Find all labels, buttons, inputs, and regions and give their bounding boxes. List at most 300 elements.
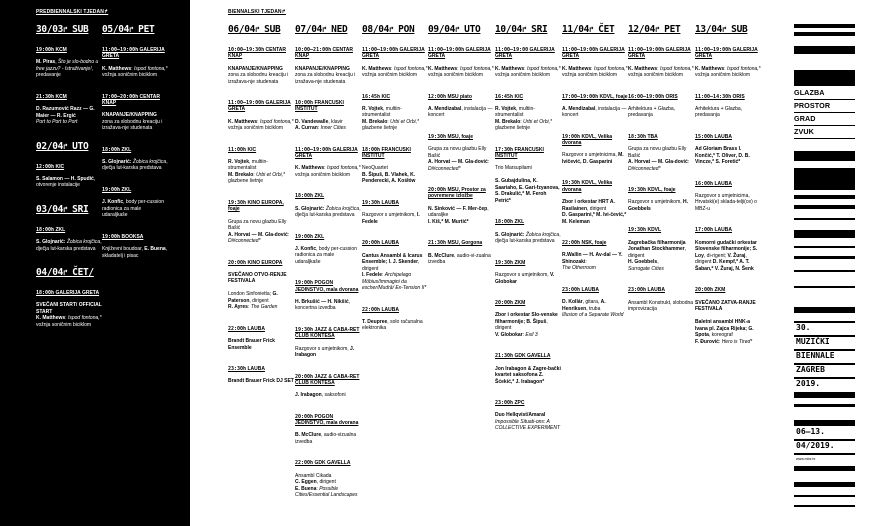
event-time: 18:30h — [628, 133, 647, 140]
event-time: 16:00h — [695, 180, 714, 187]
decorative-bar — [794, 195, 855, 199]
work-title: Ispod fontona,* — [133, 65, 168, 72]
festival-sidebar — [794, 0, 855, 526]
event-description — [695, 240, 761, 273]
decorative-bar — [794, 70, 855, 86]
event-time-venue[interactable] — [628, 134, 694, 140]
day-date: 09/04 — [428, 24, 456, 35]
event-venue: KINO EUROPA — [247, 259, 283, 266]
festival-dates: 06—13. — [796, 427, 825, 436]
event-description — [295, 473, 361, 499]
performer-name: Cantus Ansambl & Icarus Ensemble; I. J. Skender — [362, 252, 423, 266]
event-venue: POGON JEDINSTVO, mala dvorana — [295, 413, 359, 426]
event-time-venue[interactable] — [428, 187, 494, 200]
performer-name: A. Horvat — M. Gla-dović — [428, 159, 488, 166]
event-description — [628, 300, 694, 313]
event-time-venue[interactable] — [295, 47, 361, 60]
event-time-venue[interactable] — [562, 287, 628, 293]
description-text: Razgovor s umjetnikom, — [495, 272, 551, 279]
event-description — [628, 66, 694, 79]
day-heading — [428, 24, 494, 35]
event-time-venue[interactable] — [295, 460, 361, 466]
day-date: 02/04 — [36, 140, 64, 152]
description-text: Ansambl Konstrukt, slobodna improvizacija — [628, 299, 694, 313]
event-time: 21:30h — [36, 93, 55, 100]
event-item — [362, 240, 428, 291]
event-time-venue[interactable] — [695, 181, 761, 187]
description-text: : — [520, 118, 524, 125]
performer-name: B. Šipuš, B. Vlahek, K. Penderecki, A. Kośłów — [362, 171, 416, 185]
day-block — [36, 204, 102, 252]
arrow-icon: ↱ — [389, 25, 399, 34]
work-title: Žobica krojčica — [66, 239, 101, 246]
day-date: 30/03 — [36, 24, 64, 35]
event-description — [695, 146, 761, 166]
work-title: Ispod fontona,* — [393, 65, 428, 72]
performer-name: V. Globokar — [495, 272, 555, 285]
event-time-venue[interactable] — [495, 300, 561, 306]
event-time-venue[interactable] — [228, 147, 294, 153]
arrow-icon: ↱ — [589, 25, 599, 34]
description-text: vožnja soničnim biciklom — [695, 72, 751, 79]
performer-name: H. Goebbels — [628, 199, 689, 212]
performer-name: I. Fedele — [362, 212, 420, 225]
pre-week-column-1 — [36, 24, 102, 343]
event-description — [562, 299, 628, 319]
event-time-venue[interactable] — [428, 94, 494, 100]
event-venue: KIC — [381, 93, 391, 100]
day-name: UTO — [464, 24, 481, 35]
event-description — [495, 272, 561, 285]
event-time: 11:00—19:00h — [695, 47, 732, 53]
event-description — [36, 176, 102, 189]
event-description — [428, 146, 494, 172]
description-text: , di-rigent; — [703, 252, 728, 259]
event-description — [295, 432, 361, 445]
event-time-venue[interactable] — [562, 180, 628, 193]
event-time-venue[interactable] — [228, 47, 294, 60]
day-name: NED — [331, 24, 348, 35]
event-time: 19:00h — [36, 47, 55, 53]
event-time-venue[interactable] — [695, 47, 761, 60]
description-text: vožnja soničnim biciklom — [495, 72, 551, 79]
event-description — [102, 199, 168, 219]
description-text: Književni boudoar, — [102, 246, 145, 253]
event-item — [228, 100, 294, 132]
event-time: 18:00h — [295, 193, 314, 200]
description-text: , — [657, 259, 659, 266]
work-title: Surrogate Cities — [628, 265, 664, 272]
description-text: : — [522, 331, 526, 338]
description-text: : — [457, 65, 460, 72]
description-text: Razgovor s umjetnicima, — [562, 152, 619, 159]
event-description — [628, 106, 694, 119]
description-text: , dirigent — [695, 252, 747, 266]
description-text: : — [524, 65, 527, 72]
performer-name: A. Horvat — M. Gla-dović — [228, 231, 288, 238]
day-date: 03/04 — [36, 203, 64, 215]
event-time-venue[interactable] — [295, 414, 361, 427]
event-venue: CENTAR KNAP — [295, 47, 353, 60]
event-time: 17:00—20:00h — [102, 93, 139, 100]
event-time-venue[interactable] — [495, 260, 561, 266]
event-time-venue[interactable] — [228, 100, 294, 113]
performer-name: Zagrebačka filharmonija Jonathan Stockhammer — [628, 239, 686, 253]
event-time-venue[interactable] — [295, 280, 361, 293]
arrow-icon: ↱ — [522, 25, 532, 34]
arrow-icon: ↱ — [63, 204, 73, 214]
decorative-bar — [794, 168, 855, 190]
event-description — [102, 159, 168, 172]
event-time-venue[interactable] — [36, 227, 102, 233]
event-time-venue[interactable] — [362, 47, 428, 60]
event-time: 16:00—19:00h — [628, 93, 665, 100]
day-name: PON — [398, 24, 415, 35]
performer-name: R. Vojtek — [362, 105, 384, 112]
day-heading — [362, 24, 428, 35]
work-title: The Garden — [250, 304, 278, 311]
work-title: Ispod fontona,* — [459, 65, 494, 72]
event-time-venue[interactable] — [628, 287, 694, 293]
event-item — [695, 47, 761, 79]
performer-name: E. Buena — [144, 246, 166, 253]
description-text: , koreograf — [708, 332, 733, 339]
event-venue: MSU, foaje — [447, 133, 474, 140]
event-venue: KDVL, Velika dvorana — [562, 180, 613, 193]
event-time: 16:45h — [362, 93, 381, 100]
description-text: zona za slobodnu kreaciju i izražava-nje studenata — [102, 118, 163, 132]
event-time: 20:00h — [295, 373, 314, 380]
event-time: 15:00h — [695, 133, 714, 140]
decorative-bar — [794, 256, 855, 259]
work-title: Di#connected* — [628, 165, 661, 172]
description-text: , multiin-strumentalist — [362, 105, 402, 119]
performer-name: A. Henriksen — [562, 299, 606, 312]
event-time-venue[interactable] — [295, 234, 361, 240]
day-date: 13/04 — [695, 24, 723, 35]
event-description — [428, 253, 494, 266]
description-text: : — [382, 272, 385, 279]
event-time-venue[interactable] — [562, 47, 628, 60]
description-text: : — [487, 159, 490, 166]
event-time-venue[interactable] — [228, 200, 294, 213]
event-item — [295, 234, 361, 266]
event-time: 19:00h — [102, 186, 121, 193]
performer-name: C. Eggen — [295, 479, 317, 486]
event-time-venue[interactable] — [362, 240, 428, 246]
day-date: 11/04 — [562, 24, 590, 35]
event-time-venue[interactable] — [102, 147, 168, 153]
event-description — [362, 212, 428, 225]
festival-year: 2019. — [796, 379, 821, 388]
event-time-venue[interactable] — [562, 240, 628, 246]
decorative-bar — [794, 205, 855, 209]
event-item — [102, 147, 168, 172]
event-item — [295, 147, 361, 179]
description-text: , dirigent — [362, 259, 420, 272]
event-time: 20:00h — [362, 240, 381, 247]
event-time-venue[interactable] — [628, 47, 694, 60]
event-description — [295, 119, 361, 132]
day-heading — [228, 24, 294, 35]
sidebar-word: ZVUK — [794, 126, 855, 139]
arrow-icon: ↱ — [63, 268, 73, 278]
performer-name: D. Gasparini,* M. Ivi-čević,* M. Keleman — [562, 212, 627, 225]
event-item — [495, 400, 561, 432]
description-text: : — [718, 338, 722, 345]
description-text: : — [724, 65, 727, 72]
event-time: 17:00h — [695, 227, 714, 234]
performer-name: J. Konfic — [295, 245, 317, 252]
event-time-venue[interactable] — [428, 47, 494, 60]
pre-biennial-week-panel — [0, 0, 190, 526]
arrow-icon: ↱ — [455, 25, 465, 34]
event-time-venue[interactable] — [562, 134, 628, 147]
description-text: Razgovor s umjetnikom, — [362, 212, 418, 219]
performer-name: R. Vojtek — [495, 105, 517, 112]
event-time-venue[interactable] — [695, 227, 761, 233]
description-text: Arhitektura + Glazba, predavanja — [628, 105, 676, 119]
event-description — [362, 319, 428, 332]
festival-edition: 30. — [796, 323, 811, 332]
day-heading — [36, 24, 102, 35]
event-time-venue[interactable] — [495, 147, 561, 160]
event-time-venue[interactable] — [628, 94, 694, 100]
description-text: , multiin-strumentalist — [495, 105, 535, 119]
event-time-venue[interactable] — [228, 366, 294, 372]
performer-name: K. Matthews — [295, 165, 325, 172]
event-item — [102, 187, 168, 219]
event-venue: LAUBA — [714, 133, 732, 140]
event-description — [495, 312, 561, 338]
event-time: 19:30h — [628, 187, 647, 194]
event-time: 19:30h — [628, 227, 647, 234]
event-item — [495, 94, 561, 132]
event-description — [428, 206, 494, 226]
event-time-venue[interactable] — [495, 94, 561, 100]
event-venue: ZPC — [514, 400, 525, 407]
event-venue: GDK GAVELLA — [314, 460, 351, 467]
day-heading — [562, 24, 628, 35]
decorative-bar — [794, 466, 855, 471]
event-time-venue[interactable] — [495, 400, 561, 406]
description-text: : — [387, 118, 391, 125]
event-time-venue[interactable] — [695, 94, 761, 100]
event-description — [36, 239, 102, 252]
event-item — [362, 94, 428, 132]
event-venue: BOOKSA — [121, 233, 144, 240]
event-item — [562, 134, 628, 166]
work-title: Ispod fontona,* — [659, 65, 694, 72]
event-time-venue[interactable] — [295, 193, 361, 199]
event-time-venue[interactable] — [102, 234, 168, 240]
performer-name: M. Piras — [36, 59, 56, 66]
festival-name-line: BIENNALE — [796, 351, 835, 360]
description-text: : — [657, 65, 660, 72]
event-item — [562, 180, 628, 225]
event-description — [695, 106, 761, 119]
event-venue: JAZZ & CABA-RET CLUB KONTESA — [295, 326, 360, 340]
performer-name: Komorni gudački orkestar Slovenske filharmonije; S. Loy — [695, 239, 758, 259]
event-item — [228, 47, 294, 85]
event-venue: NSK, foaje — [581, 240, 607, 247]
event-time: 18:00h — [495, 219, 514, 226]
event-description — [295, 246, 361, 266]
event-time: 11:00—19:00h — [428, 47, 465, 53]
event-item — [36, 227, 102, 252]
event-time-venue[interactable] — [36, 94, 102, 100]
event-time-venue[interactable] — [362, 94, 428, 100]
event-venue: GALERIJA GRETA — [495, 47, 555, 60]
event-description — [362, 66, 428, 79]
event-item — [102, 47, 168, 79]
day-block — [36, 267, 102, 328]
event-item — [562, 47, 628, 79]
description-text: zona za slobodnu kreaciju i izražava-nje studenata — [295, 72, 356, 85]
event-time: 11:00—19:00h — [362, 47, 399, 53]
description-text: , solo računalna elektronika — [362, 318, 423, 332]
decorative-bar — [794, 307, 855, 313]
event-time-venue[interactable] — [36, 290, 102, 296]
performer-name: S. Salamon — H. Spudić — [36, 175, 94, 182]
event-description — [295, 392, 361, 399]
description-text: vožnja soničnim biciklom — [102, 72, 158, 79]
event-time-venue[interactable] — [362, 200, 428, 206]
event-time-venue[interactable] — [36, 164, 102, 170]
event-time-venue[interactable] — [495, 353, 561, 359]
festival-name-line: MUZIČKI — [796, 337, 830, 346]
description-text: , dirigent — [628, 246, 687, 259]
event-time: 16:45h — [495, 93, 514, 100]
description-text: , instalacija — koncert — [562, 105, 627, 119]
description-text: , audio-vi-zualna izvedba — [428, 252, 491, 266]
event-time: 18:00h — [102, 146, 121, 153]
day-date: 04/04 — [36, 267, 64, 279]
event-time: 20:00h — [695, 287, 714, 294]
event-time-venue[interactable] — [695, 134, 761, 140]
performer-name: A. Mendizabal — [562, 105, 596, 112]
arrow-icon: ↱ — [63, 25, 73, 34]
work-title: Žobica krojčica — [325, 205, 360, 212]
event-time-venue[interactable] — [628, 227, 694, 233]
website-link[interactable]: www.mbz.hr — [796, 457, 816, 461]
event-time-venue[interactable] — [495, 47, 561, 60]
performer-name: R. Vojtek — [228, 158, 250, 165]
performer-name: S. Glojnarić: — [36, 239, 67, 246]
event-time-venue[interactable] — [102, 187, 168, 193]
event-item — [362, 147, 428, 185]
performer-name: K. Matthews — [495, 65, 525, 72]
event-time-venue[interactable] — [295, 327, 361, 340]
performer-name: D. Vandewalle — [295, 118, 329, 125]
work-title: Ispod fontona,* — [326, 165, 361, 172]
description-text: Trio Marsupilami — [495, 165, 532, 172]
event-time: 23:00h — [562, 286, 581, 293]
event-time-venue[interactable] — [102, 47, 168, 60]
description-text: : — [131, 65, 134, 72]
event-time-venue[interactable] — [362, 147, 428, 160]
event-venue: GDK GAVELLA — [514, 353, 551, 360]
description-text: glazbene šetnje — [495, 125, 531, 132]
event-time: 20:00h — [428, 187, 447, 194]
performer-name: S. Glojnarić: — [495, 231, 526, 238]
event-time-venue[interactable] — [295, 374, 361, 387]
event-description — [228, 66, 294, 86]
event-description — [495, 66, 561, 79]
event-time-venue[interactable] — [695, 287, 761, 293]
event-time-venue[interactable] — [295, 147, 361, 160]
performer-name: KNAPANJE/KNAPPING — [102, 112, 157, 119]
event-time: 18:00h — [36, 290, 55, 297]
event-item — [562, 287, 628, 319]
event-venue: ZKL — [55, 226, 66, 233]
day-column — [295, 24, 361, 514]
day-date: 07/04 — [295, 24, 323, 35]
day-heading — [628, 24, 694, 35]
event-description — [695, 300, 761, 346]
event-time: 20:00h — [495, 300, 514, 307]
event-venue: POGON JEDINSTVO, mala dvorana — [295, 280, 359, 293]
event-venue: GALERIJA GRETA — [695, 47, 758, 60]
event-time: 19:00h — [295, 233, 314, 240]
description-text: , audio-vizualna izvedba — [295, 432, 357, 445]
event-time-venue[interactable] — [102, 94, 168, 107]
event-time-venue[interactable] — [36, 47, 102, 53]
event-description — [102, 66, 168, 79]
decorative-bar — [794, 46, 855, 54]
performer-name: K. Matthews — [562, 65, 592, 72]
decorative-bar — [794, 218, 855, 220]
day-name: UTO — [72, 140, 89, 152]
event-item — [428, 47, 494, 79]
performer-name: D. Kollár — [562, 299, 583, 306]
performer-name: K. Matthews — [228, 118, 258, 125]
event-item — [628, 47, 694, 79]
event-time-venue[interactable] — [228, 260, 294, 266]
event-time: 11:00—19:00h — [295, 146, 332, 153]
performer-name: M. Brekalo — [362, 118, 388, 125]
event-description — [228, 119, 294, 132]
event-time-venue[interactable] — [562, 94, 628, 100]
work-title: Impossible Situati-ons: A COLLECTIVE EXPERIMENT — [495, 418, 561, 432]
description-text: , dječja lut-karska predstava — [495, 231, 561, 245]
event-description — [695, 66, 761, 79]
work-title: Urbi et Orbi,* — [390, 118, 419, 125]
event-time-venue[interactable] — [428, 240, 494, 246]
event-item — [562, 240, 628, 272]
performer-name: Brandt Brauer Frick DJ SET — [228, 378, 294, 385]
event-item — [628, 287, 694, 312]
performer-name: K. Matthews — [102, 65, 132, 72]
event-time: 10:00—21:00h — [295, 47, 332, 53]
performer-name: Jon Irabagon & Zagre-bački kvartet saksofona Z. Šćekić,* J. Irabagon* — [495, 365, 561, 385]
description-text: , dječja lut-karska predstava — [36, 239, 102, 252]
event-time-venue[interactable] — [362, 307, 428, 313]
event-time-venue[interactable] — [295, 100, 361, 113]
event-time-venue[interactable] — [495, 219, 561, 225]
event-time-venue[interactable] — [428, 134, 494, 140]
description-text: NeoQuartet — [362, 165, 388, 172]
event-item — [295, 414, 361, 446]
description-text: : — [324, 165, 327, 172]
work-title: Archipelago Möbius/Immagini da escher/Mudrā/ Ex-Tension II* — [362, 272, 427, 292]
event-time-venue[interactable] — [628, 187, 694, 193]
event-item — [36, 94, 102, 126]
work-title: Ispod fontona,* — [67, 315, 102, 322]
event-time: 11:00—19:00h — [102, 47, 139, 53]
event-item — [295, 193, 361, 218]
event-time-venue[interactable] — [228, 326, 294, 332]
